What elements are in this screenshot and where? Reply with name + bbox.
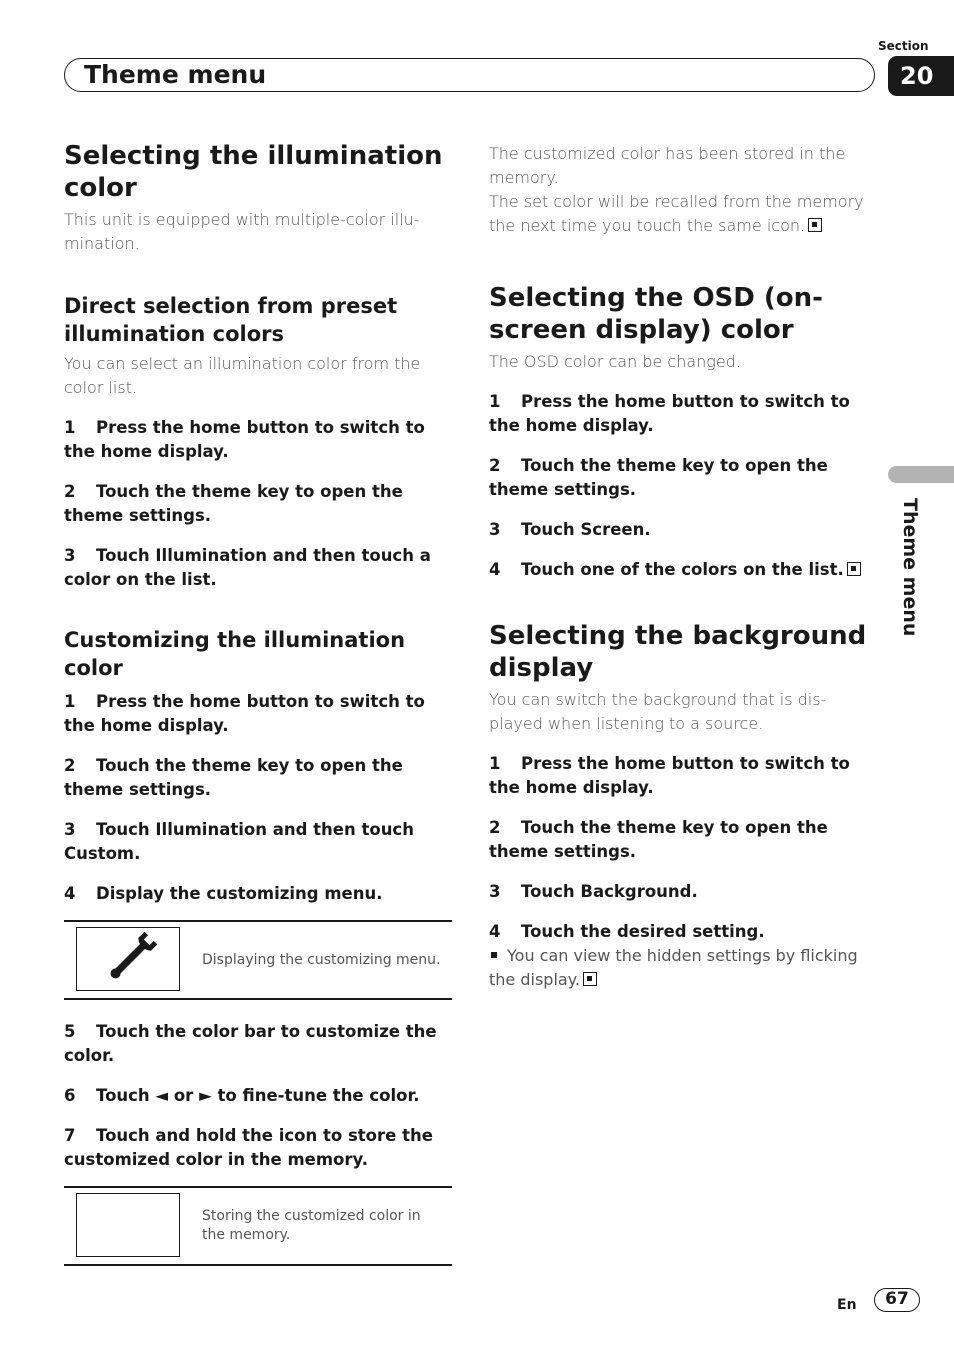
osd-step: 4 Touch one of the colors on the list. (489, 558, 877, 582)
figure-caption: Storing the customized color in the memory. (202, 1208, 421, 1243)
customize-key-image (76, 927, 180, 991)
custom-step: 4 Display the customizing menu. (64, 884, 383, 903)
illumination-intro: This unit is equipped with multiple-color illu-mination. (64, 210, 420, 253)
background-intro: You can switch the background that is dis-played when listening to a source. (489, 690, 827, 733)
customizing-heading: Customizing the illumination color (64, 628, 406, 680)
figure-caption: Displaying the customizing menu. (202, 951, 441, 968)
side-section-label: Theme menu (899, 498, 921, 637)
recall-text: The set color will be recalled from the memory the next time you touch the same icon. (489, 192, 864, 235)
right-column (489, 142, 877, 992)
end-of-section-icon (583, 972, 597, 986)
osd-step: 1 Press the home button to switch to the home display. (489, 392, 850, 435)
end-of-section-icon (847, 562, 861, 576)
bullet-icon (491, 952, 497, 958)
store-color-figure (64, 1186, 452, 1266)
custom-step: 2 Touch the theme key to open the theme settings. (64, 756, 403, 799)
custom-step: 5 Touch the color bar to customize the color. (64, 1022, 437, 1065)
custom-step: 1 Press the home button to switch to the home display. (64, 692, 425, 735)
background-note: You can view the hidden settings by flicking the display. (489, 946, 858, 989)
custom-step: 3 Touch Illumination and then touch Custom. (64, 820, 414, 863)
custom-color-icon-image (76, 1193, 180, 1257)
page-title: Theme menu (84, 60, 267, 89)
direct-step: 3 Touch Illumination and then touch a color on the list. (64, 546, 431, 589)
background-step: 1 Press the home button to switch to the home display. (489, 754, 850, 797)
page-number: 67 (874, 1288, 920, 1312)
side-tab-marker (888, 466, 954, 483)
end-of-section-icon (808, 218, 822, 232)
left-column (64, 140, 452, 1266)
background-heading: Selecting the background display (489, 621, 867, 683)
section-number-badge: 20 (888, 56, 954, 96)
section-label: Section (878, 39, 929, 53)
direct-selection-heading: Direct selection from preset illumination colors (64, 294, 398, 346)
osd-heading: Selecting the OSD (on-screen display) color (489, 283, 823, 345)
direct-step: 2 Touch the theme key to open the theme settings. (64, 482, 403, 525)
osd-step: 2 Touch the theme key to open the theme settings. (489, 456, 828, 499)
direct-selection-intro: You can select an illumination color from the color list. (64, 354, 421, 397)
direct-step: 1 Press the home button to switch to the home display. (64, 418, 425, 461)
background-step: 2 Touch the theme key to open the theme settings. (489, 818, 828, 861)
customizing-menu-figure (64, 920, 452, 1000)
osd-intro: The OSD color can be changed. (489, 352, 741, 371)
custom-step: 7 Touch and hold the icon to store the customized color in the memory. (64, 1126, 433, 1169)
illumination-heading: Selecting the illumination color (64, 141, 443, 203)
background-step: 4 Touch the desired setting. (489, 922, 765, 941)
osd-step: 3 Touch Screen. (489, 520, 651, 539)
stored-text: The customized color has been stored in the memory. (489, 144, 846, 187)
custom-step: 6 Touch ◄ or ► to fine-tune the color. (64, 1086, 420, 1105)
background-step: 3 Touch Background. (489, 882, 698, 901)
language-label: En (837, 1297, 857, 1313)
wrench-icon (77, 928, 179, 990)
